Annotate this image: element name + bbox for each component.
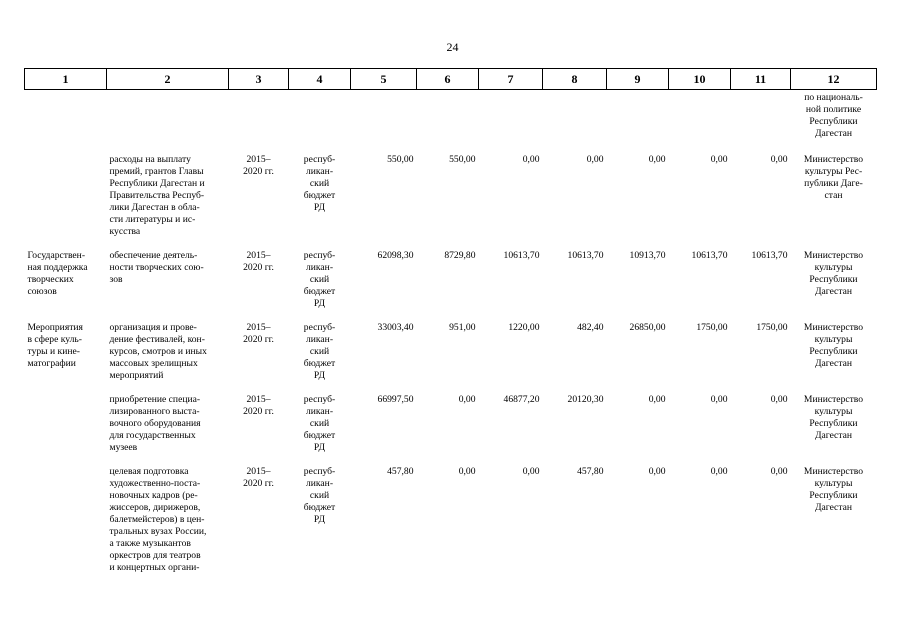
amount-total-cell: 457,80 xyxy=(387,466,414,477)
responsible-executor-cell: Министерство культуры Республики Дагестан xyxy=(803,322,864,369)
period-cell: 2015– 2020 гг. xyxy=(243,394,274,417)
amount-cell: 10613,70 xyxy=(503,250,540,261)
amount-total-cell: 66997,50 xyxy=(377,394,414,405)
activity-description-cell xyxy=(107,90,229,151)
table-row xyxy=(25,318,877,390)
amount-cell: 8729,80 xyxy=(444,250,476,261)
amount-total-cell: 550,00 xyxy=(387,154,414,165)
funding-source-cell: респуб- ликан- ский бюджет РД xyxy=(303,322,336,381)
amount-cell: 46877,20 xyxy=(503,394,540,405)
amount-cell: 482,40 xyxy=(577,322,604,333)
responsible-executor-cell: Министерство культуры Республики Дагестан xyxy=(803,250,864,297)
amount-cell: 457,80 xyxy=(577,466,604,477)
responsible-executor-cell: Министерство культуры Республики Дагестан xyxy=(803,394,864,441)
budget-table xyxy=(24,68,877,582)
responsible-executor-cell: Министерство культуры Рес- публики Даге- стан xyxy=(803,154,864,201)
activity-description-cell: целевая подготовка художественно-поста- новочных кадров (ре- жиссеров, дирижеров, балетмейстеров) в цен- тральных вузах России, а также музыкантов оркестров для театров и концертных органи- xyxy=(109,466,207,573)
amount-cell: 1750,00 xyxy=(696,322,728,333)
amount-cell: 0,00 xyxy=(770,154,788,165)
amount-total-cell: 62098,30 xyxy=(377,250,414,261)
table-header-row xyxy=(25,69,877,90)
section-name-cell: Государствен- ная поддержка творческих союзов xyxy=(27,250,88,297)
funding-source-cell: респуб- ликан- ский бюджет РД xyxy=(303,394,336,453)
amount-cell: 0,00 xyxy=(710,466,728,477)
amount-cell: 10913,70 xyxy=(629,250,666,261)
table-row xyxy=(25,462,877,582)
amount-cell xyxy=(543,90,607,151)
funding-source-cell: респуб- ликан- ский бюджет РД xyxy=(303,154,336,213)
amount-cell xyxy=(417,90,479,151)
amount-cell: 0,00 xyxy=(770,466,788,477)
amount-cell: 550,00 xyxy=(449,154,476,165)
amount-cell: 0,00 xyxy=(458,466,476,477)
activity-description-cell: приобретение специа- лизированного выста- вочного оборудования для государственных музеев xyxy=(109,394,201,453)
section-name-cell xyxy=(25,462,107,582)
column-header: 1 xyxy=(25,69,107,90)
table-body xyxy=(25,90,877,583)
column-header: 4 xyxy=(289,69,351,90)
column-header: 11 xyxy=(731,69,791,90)
column-header: 3 xyxy=(229,69,289,90)
column-header: 7 xyxy=(479,69,543,90)
column-header: 2 xyxy=(107,69,229,90)
amount-total-cell xyxy=(351,90,417,151)
amount-cell: 951,00 xyxy=(449,322,476,333)
amount-cell: 0,00 xyxy=(710,154,728,165)
amount-cell: 0,00 xyxy=(648,394,666,405)
responsible-executor-cell: Министерство культуры Республики Дагестан xyxy=(803,466,864,513)
column-header: 12 xyxy=(791,69,877,90)
amount-total-cell: 33003,40 xyxy=(377,322,414,333)
amount-cell: 10613,70 xyxy=(751,250,788,261)
column-header: 8 xyxy=(543,69,607,90)
amount-cell xyxy=(479,90,543,151)
section-name-cell xyxy=(25,390,107,462)
table-row xyxy=(25,246,877,318)
amount-cell: 10613,70 xyxy=(567,250,604,261)
funding-source-cell: респуб- ликан- ский бюджет РД xyxy=(303,466,336,525)
column-header: 10 xyxy=(669,69,731,90)
period-cell: 2015– 2020 гг. xyxy=(243,322,274,345)
amount-cell: 26850,00 xyxy=(629,322,666,333)
period-cell: 2015– 2020 гг. xyxy=(243,250,274,273)
funding-source-cell: респуб- ликан- ский бюджет РД xyxy=(303,250,336,309)
amount-cell xyxy=(731,90,791,151)
activity-description-cell: организация и прове- дение фестивалей, кон- курсов, смотров и иных массовых зрелищных мероприятий xyxy=(109,322,207,381)
column-header: 9 xyxy=(607,69,669,90)
column-header: 5 xyxy=(351,69,417,90)
amount-cell: 0,00 xyxy=(710,394,728,405)
period-cell xyxy=(229,90,289,151)
activity-description-cell: расходы на выплату премий, грантов Главы Республики Дагестан и Правительства Респуб- лики Дагестан в обла- сти литературы и ис- кусства xyxy=(109,154,205,237)
amount-cell: 0,00 xyxy=(770,394,788,405)
period-cell: 2015– 2020 гг. xyxy=(243,466,274,489)
amount-cell: 0,00 xyxy=(522,154,540,165)
amount-cell xyxy=(669,90,731,151)
amount-cell: 0,00 xyxy=(522,466,540,477)
table-row xyxy=(25,150,877,246)
amount-cell: 1220,00 xyxy=(508,322,540,333)
section-name-cell xyxy=(25,150,107,246)
amount-cell: 0,00 xyxy=(586,154,604,165)
activity-description-cell: обеспечение деятель- ности творческих сою- зов xyxy=(109,250,204,285)
table-row xyxy=(25,390,877,462)
funding-source-cell xyxy=(289,90,351,151)
amount-cell: 0,00 xyxy=(648,466,666,477)
amount-cell: 20120,30 xyxy=(567,394,604,405)
amount-cell: 1750,00 xyxy=(756,322,788,333)
responsible-executor-cell: по националь- ной политике Республики Дагестан xyxy=(804,92,863,139)
amount-cell: 10613,70 xyxy=(691,250,728,261)
section-name-cell: Мероприятия в сфере куль- туры и кине- матографии xyxy=(27,322,83,369)
period-cell: 2015– 2020 гг. xyxy=(243,154,274,177)
section-name-cell xyxy=(25,90,107,151)
amount-cell: 0,00 xyxy=(458,394,476,405)
amount-cell xyxy=(607,90,669,151)
amount-cell: 0,00 xyxy=(648,154,666,165)
table-row xyxy=(25,90,877,151)
page-number: 24 xyxy=(446,40,459,54)
column-header: 6 xyxy=(417,69,479,90)
